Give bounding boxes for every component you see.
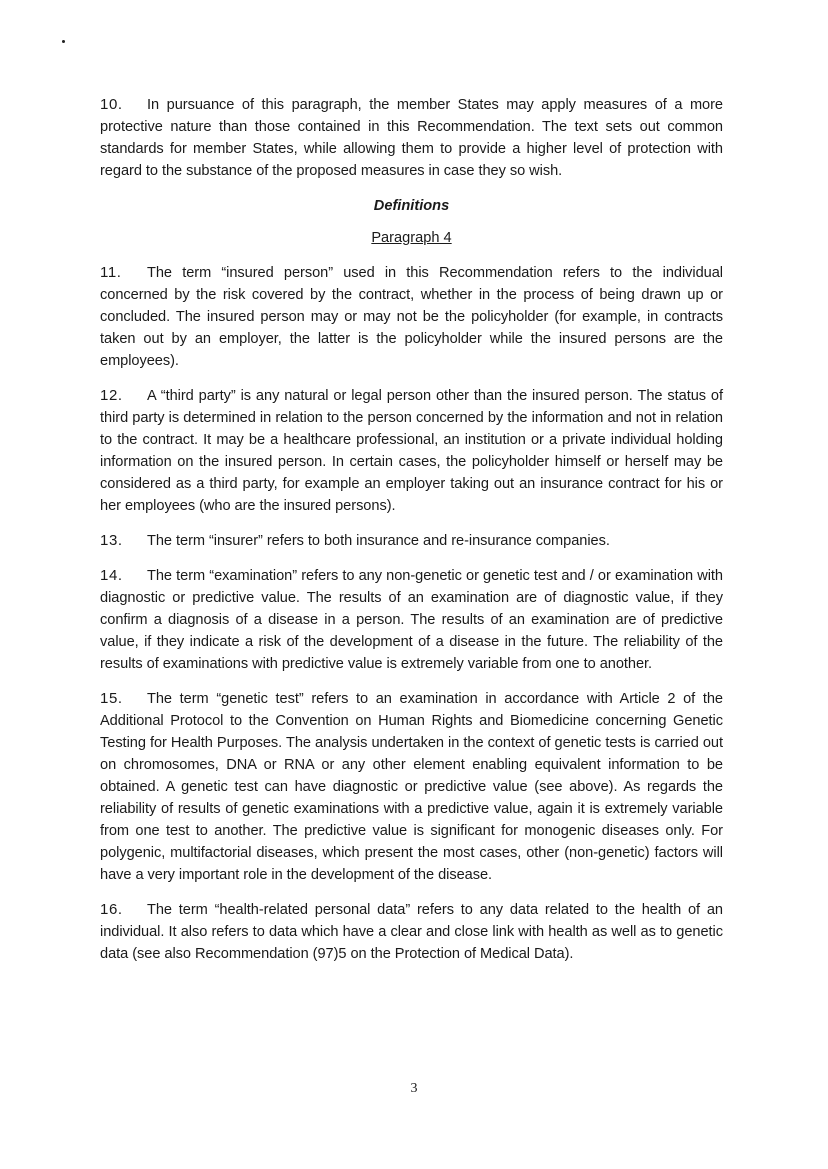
paragraph-number: 13. [100,532,123,549]
paragraph-text: The term “examination” refers to any non-genetic or genetic test and / or examination with diagnostic or predictive value. The results of an examination are of diagnostic value, if they confirm a diagnosis of a disease in a person. The results of an examination are of predictive value, if they indicate a risk of the development of a disease in the future. The reliability of the results of examinations with predictive value is extremely variable from one to another. [100,568,723,672]
paragraph-number: 14. [100,567,123,584]
paragraph-text: The term “insured person” used in this Recommendation refers to the individual concerned by the risk covered by the contract, whether in the process of being drawn up or concluded. The insured person may or may not be the policyholder (for example, in contracts taken out by an employer, the latter is the policyholder while the insured persons are the employees). [100,265,723,369]
paragraph-number: 12. [100,387,123,404]
paragraph-13 [100,530,723,552]
section-heading: Definitions [373,198,450,214]
paragraph-14 [100,565,723,675]
paragraph-text: The term “insurer” refers to both insurance and re-insurance companies. [147,533,610,549]
paragraph-text: In pursuance of this paragraph, the member States may apply measures of a more protective nature than those contained in this Recommendation. The text sets out common standards for member States, while allowing them to provide a higher level of protection with regard to the substance of the proposed measures in case they so wish. [100,97,723,179]
paragraph-number: 16. [100,901,123,918]
paragraph-text: A “third party” is any natural or legal person other than the insured person. The status of third party is determined in relation to the person concerned by the information and not in relation to the contract. It may be a healthcare professional, an institution or a private individual holding information on the insured person. In certain cases, the policyholder himself or herself may be considered as a third party, for example an employer taking out an insurance contract for his or her employees (who are the insured persons). [100,388,723,514]
paragraph-10 [100,94,723,182]
paragraph-number: 11. [100,264,122,281]
page-content [100,94,723,978]
scan-dot-mark [62,40,65,43]
paragraph-number: 15. [100,690,123,707]
paragraph-12 [100,385,723,517]
page-number: 3 [410,1081,418,1096]
paragraph-11 [100,262,723,372]
section-subheading: Paragraph 4 [371,230,452,246]
paragraph-15 [100,688,723,886]
paragraph-text: The term “genetic test” refers to an examination in accordance with Article 2 of the Additional Protocol to the Convention on Human Rights and Biomedicine concerning Genetic Testing for Health Purposes. The analysis undertaken in the context of genetic tests is carried out on chromosomes, DNA or RNA or any other element enabling equivalent information to be obtained. A genetic test can have diagnostic or predictive value (see above). As regards the reliability of results of genetic examinations with a predictive value, again it is extremely variable from one test to another. The predictive value is significant for monogenic diseases only. For polygenic, multifactorial diseases, which present the most cases, other (non-genetic) factors will have a very important role in the development of the disease. [100,691,723,883]
paragraph-16 [100,899,723,965]
paragraph-number: 10. [100,96,123,113]
paragraph-text: The term “health-related personal data” refers to any data related to the health of an individual. It also refers to data which have a clear and close link with health as well as to genetic data (see also Recommendation (97)5 on the Protection of Medical Data). [100,902,723,962]
